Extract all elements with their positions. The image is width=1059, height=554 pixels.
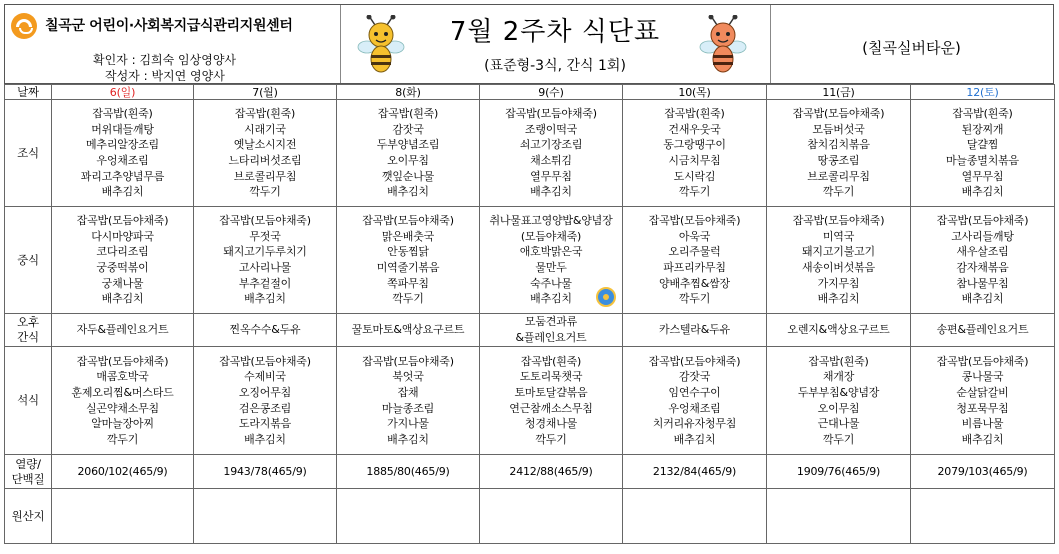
dinner-row (5, 347, 1055, 455)
menu-item: 송편&플레인요거트 (936, 323, 1029, 337)
snack-row-label (5, 314, 52, 347)
menu-item: 열무무침 (530, 169, 572, 183)
menu-item: 돼지고기두루치기 (223, 245, 307, 259)
menu-item: 찐옥수수&두유 (229, 323, 301, 337)
menu-item: 알마늘장아찌 (91, 417, 154, 431)
nutrition-cell-sun: 2060/102(465/9) (52, 455, 194, 489)
nutrition-cell-mon: 1943/78(465/9) (194, 455, 337, 489)
lunch-cell-tue (337, 207, 480, 314)
menu-item: 채개장 (822, 370, 855, 384)
menu-item: 깍두기 (249, 185, 281, 199)
origin-row (5, 489, 1055, 544)
menu-item: 참치김치볶음 (807, 138, 870, 152)
menu-item: 브로콜리무침 (233, 169, 297, 183)
menu-item: 잡곡밥(흰죽) (520, 354, 582, 368)
menu-item: 고사리들깨탕 (951, 229, 1014, 243)
menu-item: 비름나물 (961, 417, 1004, 431)
menu-item: 동그랑땡구이 (663, 138, 726, 152)
menu-item: 새송이버섯볶음 (802, 261, 875, 274)
bee-mascot-icon (697, 15, 749, 77)
menu-item: 오이무침 (387, 154, 429, 167)
menu-item: 감잣국 (678, 370, 711, 384)
dinner-cell-sun (52, 347, 194, 455)
menu-item: 아욱국 (678, 229, 711, 243)
menu-item: 감잣국 (392, 122, 424, 136)
menu-item: 시금치무침 (668, 154, 721, 167)
menu-item: 쪽파무침 (387, 276, 429, 290)
center-name: 칠곡군 어린이·사회복지급식관리지원센터 (45, 18, 293, 34)
confirmed-by: 확인자 : 김희숙 임상영양사 (93, 53, 236, 67)
header-facility-panel (770, 5, 1053, 83)
menu-item: 잡곡밥(모듬야채죽) (76, 214, 169, 228)
menu-item: 잡곡밥(모듬야채죽) (76, 354, 169, 368)
menu-item: 잡곡밥(모듬야채죽) (936, 354, 1029, 368)
lunch-cell-mon (194, 207, 337, 314)
menu-item: 꽈리고추양념무름 (80, 169, 165, 183)
snack-cell-wed (480, 314, 623, 347)
snack-cell-sun (52, 314, 194, 347)
menu-item: 잡곡밥(흰죽) (664, 107, 725, 121)
menu-item: 잡곡밥(모듬야채죽) (219, 214, 311, 228)
menu-item: 잡곡밥(흰죽) (234, 107, 296, 121)
nutrition-cell-thu: 2132/84(465/9) (623, 455, 767, 489)
menu-item: 배추김치 (387, 185, 429, 199)
breakfast-cell-tue (337, 100, 480, 207)
menu-item: 열무무침 (961, 169, 1004, 183)
written-by: 작성자 : 박지연 영양사 (105, 69, 225, 83)
menu-header (4, 4, 1054, 84)
menu-item: 부추겉절이 (238, 276, 292, 290)
menu-item: 가지나물 (387, 417, 429, 431)
nutrition-cell-wed: 2412/88(465/9) (480, 455, 623, 489)
menu-item: 근대나물 (817, 417, 860, 431)
menu-item: 미역줄기볶음 (376, 261, 440, 274)
menu-item: 잡곡밥(모듬야채죽) (792, 107, 885, 121)
menu-item: 맑은배춧국 (381, 229, 435, 243)
menu-item: 잡곡밥(흰죽) (808, 354, 869, 368)
menu-item: 배추김치 (817, 292, 860, 306)
breakfast-cell-sun (52, 100, 194, 207)
menu-item: 취나물표고영양밥&양념장 (489, 214, 613, 228)
menu-item: 물만두 (535, 261, 567, 274)
menu-item: 도토리묵챗국 (519, 370, 583, 384)
menu-item: 수제비국 (244, 370, 286, 384)
menu-item: 고사리나물 (238, 261, 292, 274)
menu-item: 가지무침 (817, 276, 860, 290)
menu-item: 배추김치 (673, 432, 716, 446)
menu-item: 잡곡밥(모듬야채죽) (362, 214, 454, 228)
snack-cell-thu (623, 314, 767, 347)
menu-item: 검은콩조림 (238, 401, 292, 415)
menu-item: 배추김치 (961, 185, 1004, 199)
lunch-row-label: 중식 (5, 207, 52, 314)
menu-item: 잡곡밥(흰죽) (377, 107, 439, 121)
dinner-cell-tue (337, 347, 480, 455)
menu-item: 잡곡밥(모듬야채죽) (936, 214, 1029, 228)
menu-item: 깍두기 (678, 185, 711, 199)
breakfast-row-label: 조식 (5, 100, 52, 207)
menu-item: 배추김치 (387, 432, 429, 446)
weekly-menu-table (4, 84, 1055, 544)
menu-item: 콩나물국 (961, 370, 1004, 384)
menu-item: 모둠견과류 (524, 315, 578, 329)
menu-item: 치커리유자청무침 (652, 417, 737, 431)
menu-item: 토마토달걀볶음 (514, 385, 588, 399)
origin-cell-sun (52, 489, 194, 544)
dinner-cell-sat (911, 347, 1055, 455)
origin-row-label: 원산지 (5, 489, 52, 544)
nutrition-cell-sat: 2079/103(465/9) (911, 455, 1055, 489)
menu-item: 잡곡밥(모듬야채죽) (648, 214, 741, 228)
menu-item: 참나물무침 (956, 276, 1009, 290)
header-title-panel (340, 5, 771, 83)
menu-item: 연근참깨소스무침 (509, 401, 593, 415)
menu-item: 깍두기 (106, 432, 139, 446)
breakfast-row (5, 100, 1055, 207)
dinner-cell-mon (194, 347, 337, 455)
menu-item: 배추김치 (961, 432, 1004, 446)
menu-item: 도라지볶음 (238, 417, 292, 431)
nutrition-label-line: 열량/ (15, 456, 41, 471)
date-header-thu: 10(목) (623, 85, 767, 100)
snack-label-line: 간식 (17, 330, 39, 344)
menu-item: 순살닭갈비 (956, 385, 1009, 399)
smile-logo-icon (11, 13, 37, 39)
breakfast-cell-mon (194, 100, 337, 207)
menu-item: 코다리조림 (96, 245, 149, 259)
date-header-mon: 7(월) (194, 85, 337, 100)
menu-subtitle: (표준형-3식, 간식 1회) (484, 58, 626, 74)
date-header-fri: 11(금) (767, 85, 911, 100)
menu-item: 매콤호박국 (96, 370, 149, 384)
lunch-row (5, 207, 1055, 314)
menu-item: 청포묵무침 (956, 401, 1009, 415)
date-header-sun: 6(일) (52, 85, 194, 100)
nutrition-row-label (5, 455, 52, 489)
breakfast-cell-thu (623, 100, 767, 207)
date-header-tue: 8(화) (337, 85, 480, 100)
menu-item: 훈제오리찜&머스타드 (71, 385, 174, 399)
menu-item: 깍두기 (678, 292, 711, 306)
date-header-sat: 12(토) (911, 85, 1055, 100)
menu-item: 건새우웃국 (668, 122, 721, 136)
origin-cell-wed (480, 489, 623, 544)
menu-item: 두부부침&양념장 (797, 385, 880, 399)
lunch-cell-sat (911, 207, 1055, 314)
menu-item: 조랭이떡국 (524, 122, 578, 136)
menu-item: 양배추찜&쌈장 (659, 276, 730, 290)
menu-item: 배추김치 (244, 292, 286, 306)
menu-item: 북엇국 (392, 370, 424, 384)
nutrition-cell-tue: 1885/80(465/9) (337, 455, 480, 489)
menu-item: 오리주물럭 (668, 245, 721, 259)
menu-item: 모듬버섯국 (812, 122, 865, 136)
menu-item: 애호박맑은국 (519, 245, 583, 259)
menu-item: 돼지고기불고기 (802, 245, 875, 259)
menu-item: 궁중떡볶이 (96, 261, 149, 274)
menu-item: 잡채 (397, 385, 419, 399)
menu-item: 마늘종멸치볶음 (946, 154, 1019, 167)
menu-item: 우엉채조림 (96, 154, 149, 167)
menu-item: 머위대들깨탕 (91, 122, 154, 136)
menu-item: &플레인요거트 (515, 331, 587, 344)
dinner-cell-thu (623, 347, 767, 455)
menu-item: 꿀토마토&액상요구르트 (351, 323, 465, 337)
menu-item: 달걀찜 (966, 138, 999, 152)
menu-item: (모듬야채죽) (520, 229, 582, 243)
menu-title: 7월 2주차 식단표 (449, 17, 661, 47)
nutrition-row (5, 455, 1055, 489)
menu-item: 도시락김 (673, 169, 716, 183)
menu-item: 잡곡밥(흰죽) (92, 107, 153, 121)
menu-item: 브로콜리무침 (807, 169, 870, 183)
nutrition-cell-fri: 1909/76(465/9) (767, 455, 911, 489)
lunch-cell-thu (623, 207, 767, 314)
dinner-cell-fri (767, 347, 911, 455)
menu-item: 배추김치 (101, 185, 144, 199)
menu-item: 잡곡밥(흰죽) (952, 107, 1013, 121)
menu-item: 오이무침 (817, 401, 860, 415)
nutrition-label-line: 단백질 (11, 471, 45, 486)
lunch-cell-fri (767, 207, 911, 314)
dinner-row-label: 석식 (5, 347, 52, 455)
menu-item: 채소튀김 (530, 154, 572, 167)
menu-item: 쇠고기장조림 (519, 138, 583, 152)
menu-item: 배추김치 (530, 185, 572, 199)
menu-item: 우엉채조림 (668, 401, 721, 415)
date-row (5, 85, 1055, 100)
menu-item: 잡곡밥(모듬야채죽) (648, 354, 741, 368)
snack-cell-sat (911, 314, 1055, 347)
origin-cell-thu (623, 489, 767, 544)
menu-item: 잡곡밥(모듬야채죽) (792, 214, 885, 228)
menu-item: 잡곡밥(모듬야채죽) (505, 107, 597, 121)
snack-label-line: 오후 (17, 315, 39, 329)
menu-item: 안동찜닭 (387, 245, 429, 259)
menu-item: 깻잎순나물 (381, 169, 435, 183)
menu-item: 미역국 (822, 229, 855, 243)
menu-item: 깍두기 (822, 432, 855, 446)
menu-item: 마늘종조림 (381, 401, 435, 415)
origin-cell-sat (911, 489, 1055, 544)
menu-item: 배추김치 (101, 292, 144, 306)
menu-item: 된장찌개 (961, 122, 1004, 136)
date-header-wed: 9(수) (480, 85, 623, 100)
breakfast-cell-fri (767, 100, 911, 207)
snack-row (5, 314, 1055, 347)
menu-item: 궁채나물 (101, 276, 144, 290)
menu-item: 옛날소시지전 (233, 138, 297, 152)
menu-item: 실곤약채소무침 (86, 401, 159, 415)
menu-item: 메추리알장조림 (86, 138, 159, 152)
menu-item: 느타리버섯조림 (228, 154, 302, 167)
origin-cell-tue (337, 489, 480, 544)
snack-cell-mon (194, 314, 337, 347)
menu-item: 배추김치 (961, 292, 1004, 306)
origin-cell-mon (194, 489, 337, 544)
origin-cell-fri (767, 489, 911, 544)
facility-name: (칠곡실버타운) (862, 39, 961, 57)
breakfast-cell-sat (911, 100, 1055, 207)
menu-item: 새우살조림 (956, 245, 1009, 259)
menu-item: 청경채나물 (524, 417, 578, 431)
snack-cell-fri (767, 314, 911, 347)
menu-item: 깍두기 (392, 292, 424, 306)
menu-item: 잡곡밥(모듬야채죽) (362, 354, 454, 368)
menu-item: 오징어무침 (238, 385, 292, 399)
menu-item: 배추김치 (530, 292, 572, 306)
breakfast-cell-wed (480, 100, 623, 207)
snack-cell-tue (337, 314, 480, 347)
menu-item: 임연수구이 (668, 385, 721, 399)
menu-item: 깍두기 (535, 432, 567, 446)
date-row-label: 날짜 (5, 85, 52, 100)
sticker-badge-icon (596, 287, 616, 307)
menu-item: 배추김치 (244, 432, 286, 446)
menu-item: 무젓국 (249, 229, 281, 243)
menu-item: 시래기국 (244, 122, 286, 136)
menu-item: 땅콩조림 (817, 154, 860, 167)
menu-item: 다시마양파국 (91, 229, 154, 243)
menu-item: 깍두기 (822, 185, 855, 199)
menu-item: 숙주나물 (530, 276, 572, 290)
menu-item: 카스텔라&두유 (659, 323, 730, 337)
dinner-cell-wed (480, 347, 623, 455)
menu-item: 파프리카무침 (663, 261, 726, 274)
menu-item: 감자채볶음 (956, 261, 1009, 274)
menu-item: 잡곡밥(모듬야채죽) (219, 354, 311, 368)
header-left-panel (5, 5, 341, 83)
lunch-cell-sun (52, 207, 194, 314)
menu-item: 두부양념조림 (376, 138, 440, 152)
menu-item: 오렌지&액상요구르트 (787, 323, 890, 337)
menu-item: 자두&플레인요거트 (76, 323, 169, 337)
